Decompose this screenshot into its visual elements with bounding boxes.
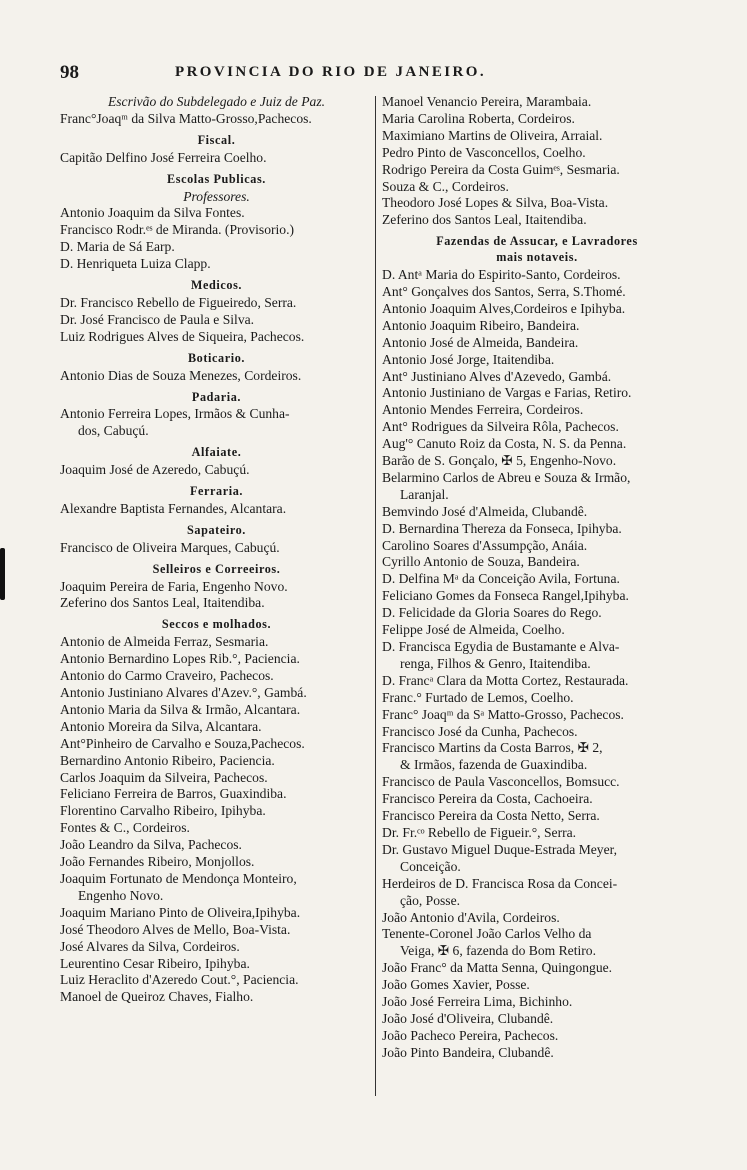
entry-line: Aug'° Canuto Roiz da Costa, N. S. da Penna. — [382, 436, 627, 452]
section-heading: Ferraria. — [189, 484, 244, 499]
entry-line: Pedro Pinto de Vasconcellos, Coelho. — [382, 144, 586, 160]
entry-line: Joaquim Fortunato de Mendonça Monteiro, — [60, 870, 297, 886]
entry-line: D. Bernardina Thereza da Fonseca, Ipihyba. — [382, 520, 622, 536]
section-heading: Alfaiate. — [191, 445, 242, 460]
entry-line: Barão de S. Gonçalo, ✠ 5, Engenho-Novo. — [382, 453, 617, 469]
section-heading: Boticario. — [187, 350, 246, 365]
entry-line: Rodrigo Pereira da Costa Guimᵉˢ, Sesmaria. — [382, 161, 620, 177]
entry-line: Ant° Rodrigues da Silveira Rôla, Pachecos. — [382, 419, 619, 435]
entry-line: Theodoro José Lopes & Silva, Boa-Vista. — [382, 195, 609, 211]
entry-line: D. Antᵃ Maria do Espirito-Santo, Cordeiros. — [382, 267, 621, 283]
entry-line: Dr. José Francisco de Paula e Silva. — [60, 311, 255, 327]
entry-line: Luiz Rodrigues Alves de Siqueira, Pachecos. — [60, 328, 305, 344]
entry-line: Francisco Rodr.ᵉˢ de Miranda. (Provisorio.) — [60, 222, 295, 238]
entry-line: Antonio Dias de Souza Menezes, Cordeiros. — [60, 367, 302, 383]
entry-line: Francisco José da Cunha, Pachecos. — [382, 723, 578, 739]
entry-line: Florentino Carvalho Ribeiro, Ipihyba. — [60, 803, 266, 819]
entry-line: Antonio Mendes Ferreira, Cordeiros. — [382, 402, 584, 418]
entry-continuation: dos, Cabuçú. — [78, 423, 149, 439]
entry-line: Joaquim José de Azeredo, Cabuçú. — [60, 462, 250, 478]
entry-line: José Theodoro Alves de Mello, Boa-Vista. — [60, 921, 291, 937]
entry-line: Antonio José de Almeida, Bandeira. — [382, 334, 579, 350]
entry-continuation: ção, Posse. — [400, 892, 461, 908]
entry-line: Tenente-Coronel João Carlos Velho da — [382, 926, 592, 942]
entry-line: Joaquim Pereira de Faria, Engenho Novo. — [60, 578, 288, 594]
entry-line: João Pacheco Pereira, Pachecos. — [382, 1027, 559, 1043]
column-divider — [375, 96, 376, 1096]
section-subheading: Escrivão do Subdelegado e Juiz de Paz. — [107, 94, 326, 109]
section-heading: Fiscal. — [197, 132, 236, 147]
entry-line: Bemvindo José d'Almeida, Clubandê. — [382, 503, 588, 519]
entry-line: Capitão Delfino José Ferreira Coelho. — [60, 149, 267, 165]
entry-line: Maximiano Martins de Oliveira, Arraial. — [382, 127, 603, 143]
entry-line: Antonio Ferreira Lopes, Irmãos & Cunha- — [60, 406, 290, 422]
entry-line: Zeferino dos Santos Leal, Itaitendiba. — [382, 212, 587, 228]
entry-line: Manoel Venancio Pereira, Marambaia. — [382, 94, 592, 109]
entry-line: João Leandro da Silva, Pachecos. — [60, 837, 242, 853]
entry-line: Francisco Pereira da Costa Netto, Serra. — [382, 808, 600, 824]
entry-line: D. Felicidade da Gloria Soares do Rego. — [382, 605, 602, 621]
section-heading: Escolas Publicas. — [167, 171, 266, 186]
entry-line: Francisco Pereira da Costa, Cachoeira. — [382, 791, 593, 807]
entry-line: Souza & C., Cordeiros. — [382, 178, 509, 194]
section-heading: Seccos e molhados. — [161, 617, 272, 632]
right-column — [382, 94, 692, 1062]
entry-line: D. Delfina Mᵃ da Conceição Avila, Fortuna. — [382, 571, 620, 587]
entry-continuation: renga, Filhos & Genro, Itaitendiba. — [400, 655, 591, 671]
entry-line: Feliciano Ferreira de Barros, Guaxindiba. — [60, 786, 287, 802]
entry-line: João José Ferreira Lima, Bichinho. — [382, 994, 573, 1010]
entry-line: Joaquim Mariano Pinto de Oliveira,Ipihyba. — [60, 904, 301, 920]
entry-line: Franc.° Furtado de Lemos, Coelho. — [382, 689, 574, 705]
entry-line: Antonio Justiniano de Vargas e Farias, Retiro. — [382, 385, 632, 401]
entry-continuation: Engenho Novo. — [78, 887, 164, 903]
entry-line: Dr. Gustavo Miguel Duque-Estrada Meyer, — [382, 841, 618, 857]
entry-continuation: Veiga, ✠ 6, fazenda do Bom Retiro. — [400, 943, 596, 959]
entry-line: José Alvares da Silva, Cordeiros. — [60, 938, 240, 954]
margin-mark — [0, 548, 5, 600]
entry-line: Feliciano Gomes da Fonseca Rangel,Ipihyba. — [382, 588, 629, 604]
entry-line: Antonio de Almeida Ferraz, Sesmaria. — [60, 634, 269, 650]
section-heading: Medicos. — [190, 278, 243, 293]
section-heading: Sapateiro. — [187, 522, 246, 537]
entry-line: Francisco Martins da Costa Barros, ✠ 2, — [382, 740, 603, 756]
entry-line: D. Francᵃ Clara da Motta Cortez, Restaurada. — [382, 672, 629, 688]
running-title: PROVINCIA DO RIO DE JANEIRO. — [175, 64, 486, 80]
page-number: 98 — [60, 62, 79, 83]
section-heading: mais notaveis. — [496, 250, 578, 265]
section-subheading: Professores. — [183, 188, 250, 204]
left-column — [60, 94, 373, 1006]
entry-line: Francisco de Paula Vasconcellos, Bomsucc. — [382, 774, 620, 790]
entry-line: Franc° Joaqᵐ da Sᵃ Matto-Grosso, Pachecos. — [382, 706, 624, 722]
entry-line: Antonio Joaquim da Silva Fontes. — [60, 205, 245, 221]
entry-line: Antonio Joaquim Alves,Cordeiros e Ipihyba. — [382, 300, 626, 316]
entry-line: Antonio Maria da Silva & Irmão, Alcantara. — [60, 701, 301, 717]
entry-line: João Pinto Bandeira, Clubandê. — [382, 1044, 554, 1060]
entry-continuation: Conceição. — [400, 858, 461, 874]
entry-line: Ant°Pinheiro de Carvalho e Souza,Pachecos. — [60, 735, 305, 751]
entry-line: Maria Carolina Roberta, Cordeiros. — [382, 110, 575, 126]
entry-line: Luiz Heraclito d'Azeredo Cout.°, Paciencia. — [60, 972, 299, 988]
entry-line: D. Henriqueta Luiza Clapp. — [60, 256, 211, 272]
entry-line: Dr. Francisco Rebello de Figueiredo, Serra. — [60, 294, 297, 310]
entry-line: Antonio Moreira da Silva, Alcantara. — [60, 718, 262, 734]
entry-line: Manoel de Queiroz Chaves, Fialho. — [60, 989, 254, 1005]
entry-line: João Fernandes Ribeiro, Monjollos. — [60, 854, 255, 870]
section-heading: Padaria. — [191, 389, 242, 404]
entry-line: Fontes & C., Cordeiros. — [60, 820, 190, 836]
entry-line: Belarmino Carlos de Abreu e Souza & Irmão, — [382, 469, 631, 485]
entry-line: João José d'Oliveira, Clubandê. — [382, 1010, 554, 1026]
entry-line: Herdeiros de D. Francisca Rosa da Concei- — [382, 875, 618, 891]
section-heading: Fazendas de Assucar, e Lavradores — [436, 234, 638, 249]
entry-line: Felippe José de Almeida, Coelho. — [382, 622, 565, 638]
entry-line: Dr. Fr.ᶜᵒ Rebello de Figueir.°, Serra. — [382, 824, 577, 840]
entry-continuation: & Irmãos, fazenda de Guaxindiba. — [400, 757, 588, 773]
entry-line: D. Maria de Sá Earp. — [60, 239, 175, 255]
entry-line: Antonio José Jorge, Itaitendiba. — [382, 351, 555, 367]
entry-line: João Gomes Xavier, Posse. — [382, 977, 530, 993]
entry-continuation: Laranjal. — [400, 486, 449, 502]
section-heading: Selleiros e Correeiros. — [152, 561, 281, 576]
entry-line: Antonio Bernardino Lopes Rib.°, Paciencia. — [60, 651, 300, 667]
entry-line: Antonio Justiniano Alvares d'Azev.°, Gambá. — [60, 685, 307, 700]
entry-line: Ant° Justiniano Alves d'Azevedo, Gambá. — [382, 368, 612, 384]
entry-line: Francisco de Oliveira Marques, Cabuçú. — [60, 539, 280, 555]
entry-line: João Franc° da Matta Senna, Quingongue. — [382, 960, 613, 976]
entry-line: Ant° Gonçalves dos Santos, Serra, S.Thomé. — [382, 283, 626, 299]
entry-line: Carolino Soares d'Assumpção, Anáia. — [382, 537, 588, 553]
entry-line: Antonio Joaquim Ribeiro, Bandeira. — [382, 317, 580, 333]
entry-line: Cyrillo Antonio de Souza, Bandeira. — [382, 554, 580, 570]
entry-line: João Antonio d'Avila, Cordeiros. — [382, 909, 560, 925]
entry-line: Leurentino Cesar Ribeiro, Ipihyba. — [60, 955, 250, 971]
entry-line: Zeferino dos Santos Leal, Itaitendiba. — [60, 595, 265, 611]
entry-line: Alexandre Baptista Fernandes, Alcantara. — [60, 500, 287, 516]
entry-line: Carlos Joaquim da Silveira, Pachecos. — [60, 769, 268, 785]
entry-line: Bernardino Antonio Ribeiro, Paciencia. — [60, 752, 275, 768]
entry-line: Antonio do Carmo Craveiro, Pachecos. — [60, 668, 274, 684]
entry-line: Franc°Joaqᵐ da Silva Matto-Grosso,Pachecos. — [60, 110, 312, 126]
entry-line: D. Francisca Egydia de Bustamante e Alva- — [382, 639, 620, 654]
